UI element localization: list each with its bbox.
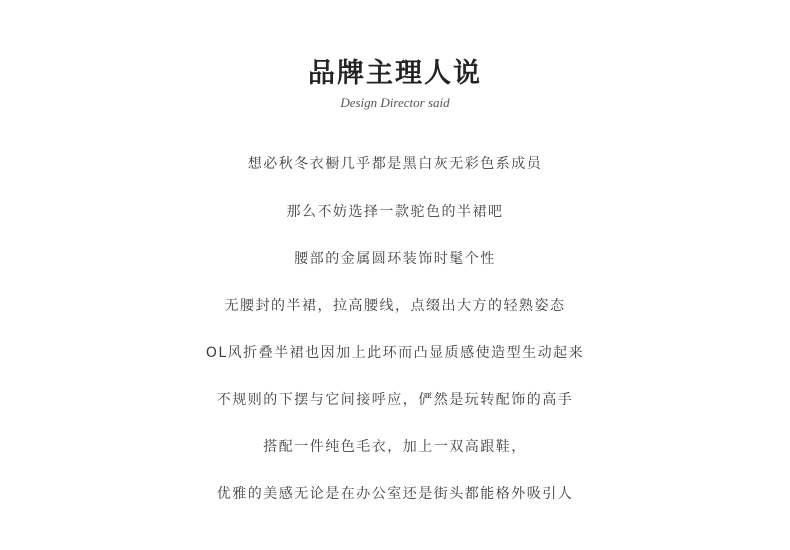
description-line: 搭配一件纯色毛衣，加上一双高跟鞋，: [263, 439, 527, 455]
description-line: 想必秋冬衣橱几乎都是黑白灰无彩色系成员: [247, 156, 543, 172]
description-line: 腰部的金属圆环装饰时髦个性: [294, 251, 496, 267]
description-line: 不规则的下摆与它间接呼应，俨然是玩转配饰的高手: [216, 392, 574, 408]
description-line: 那么不妨选择一款驼色的半裙吧: [286, 204, 504, 220]
description-line: 优雅的美感无论是在办公室还是街头都能格外吸引人: [216, 486, 574, 502]
page-title: 品牌主理人说: [308, 58, 482, 89]
page-subtitle: Design Director said: [340, 95, 450, 110]
description-line: 无腰封的半裙，拉高腰线，点缀出大方的轻熟姿态: [224, 298, 566, 314]
description-line: OL风折叠半裙也因加上此环而凸显质感使造型生动起来: [205, 345, 585, 361]
